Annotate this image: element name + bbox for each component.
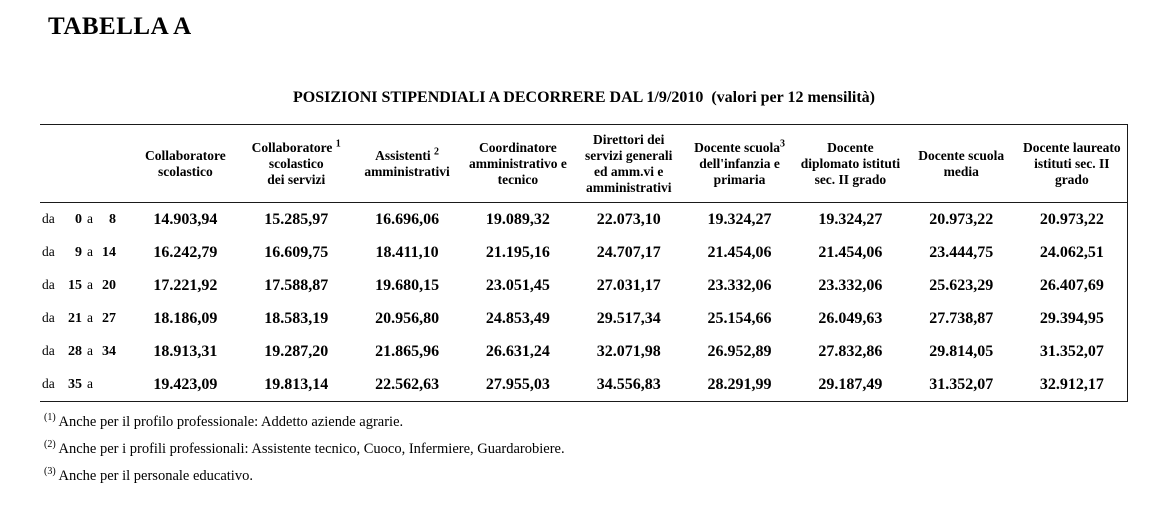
salary-value: 17.588,87 (264, 276, 329, 294)
column-header-text: dell'infanzia e (699, 155, 780, 171)
salary-value: 19.813,14 (264, 375, 329, 393)
salary-value: 22.562,63 (375, 375, 440, 393)
column-header-text: Direttori dei (593, 131, 665, 147)
row-label-word: da (42, 376, 55, 391)
salary-value: 23.444,75 (929, 243, 994, 261)
row-label-word: da (42, 277, 55, 292)
row-label (40, 236, 130, 269)
column-header-text: scolastico (158, 163, 213, 179)
column-header-text: Coordinatore (479, 139, 557, 155)
column-header-text: Docente laureato (1023, 139, 1121, 155)
salary-value: 21.454,06 (707, 243, 772, 261)
row-label-word: da (42, 211, 55, 226)
column-header (795, 125, 906, 203)
salary-value: 31.352,07 (929, 375, 994, 393)
salary-value: 26.952,89 (707, 342, 772, 360)
column-header-text: amministrativo e (468, 155, 567, 171)
column-header-text: Assistenti (375, 147, 431, 163)
salary-value: 18.583,19 (264, 309, 329, 327)
table-row (40, 368, 1128, 402)
salary-value: 26.407,69 (1039, 276, 1104, 294)
row-label (40, 335, 130, 368)
column-header-text: media (943, 163, 979, 179)
table-header (40, 125, 1128, 203)
salary-value: 21.865,96 (375, 342, 440, 360)
column-header-text: amministrativi (585, 179, 672, 195)
row-range-to: 20 (102, 278, 116, 293)
footnote-ref: 1 (335, 138, 341, 149)
row-label-word: da (42, 310, 55, 325)
column-header-text: amministrativi (364, 163, 450, 179)
salary-value: 28.291,99 (707, 375, 772, 393)
salary-value: 34.556,83 (596, 375, 661, 393)
salary-value: 19.089,32 (485, 210, 550, 228)
footnote-ref: 3 (779, 138, 785, 149)
salary-value: 23.332,06 (818, 276, 883, 294)
row-label (40, 203, 130, 237)
row-label (40, 368, 130, 402)
row-label (40, 269, 130, 302)
row-range-to: 14 (102, 245, 116, 260)
row-range-from: 35 (68, 377, 82, 392)
column-header-text: diplomato istituti (800, 155, 901, 171)
row-range-from: 0 (75, 212, 82, 227)
salary-value: 24.707,17 (596, 243, 661, 261)
column-header-text: Docente scuola (694, 139, 780, 155)
footnotes (40, 409, 1128, 490)
table-caption: POSIZIONI STIPENDIALI A DECORRERE DAL 1/9/2010 (valori per 12 mensilità) (293, 89, 875, 106)
row-label-word: a (87, 376, 93, 391)
column-header-text: servizi generali (585, 147, 673, 163)
column-header-line (1018, 140, 1126, 156)
salary-value: 26.631,24 (485, 342, 550, 360)
footnote (40, 436, 1128, 463)
footnote-ref: 2 (434, 146, 440, 157)
salary-value: 23.051,45 (485, 276, 550, 294)
salary-value: 27.832,86 (818, 342, 883, 360)
column-header (352, 125, 463, 203)
table-body (40, 203, 1128, 402)
column-header (130, 125, 241, 203)
column-header-text: Collaboratore (145, 147, 226, 163)
column-header (684, 125, 795, 203)
row-range-from: 28 (68, 344, 82, 359)
salary-value: 25.154,66 (707, 309, 772, 327)
salary-value: 32.071,98 (596, 342, 661, 360)
row-range-to: 34 (102, 344, 116, 359)
column-header-text: scolastico (268, 155, 324, 171)
salary-value: 29.814,05 (929, 342, 994, 360)
salary-value: 25.623,29 (929, 276, 994, 294)
salary-value: 27.738,87 (929, 309, 994, 327)
column-header-text: Docente scuola (918, 147, 1005, 163)
salary-value: 19.680,15 (375, 276, 440, 294)
salary-value: 15.285,97 (264, 210, 329, 228)
row-label (40, 302, 130, 335)
row-range-to: 27 (102, 311, 116, 326)
salary-value: 16.609,75 (264, 243, 329, 261)
row-label-word: a (87, 211, 93, 226)
salary-value: 19.287,20 (264, 342, 329, 360)
salary-value: 27.031,17 (596, 276, 661, 294)
footnote-text: Anche per il profilo professionale: Addetto aziende agrarie. (58, 414, 404, 430)
column-header-line (242, 140, 351, 156)
footnote (40, 409, 1128, 436)
row-range-to: 8 (109, 212, 116, 227)
salary-value: 27.955,03 (485, 375, 550, 393)
salary-value: 24.853,49 (485, 309, 550, 327)
salary-value: 26.049,63 (818, 309, 883, 327)
column-header-line (131, 148, 240, 164)
row-label-word: a (87, 343, 93, 358)
footnote-marker: (3) (44, 466, 56, 478)
row-label-word: da (42, 244, 55, 259)
page-title: TABELLA A (48, 13, 192, 40)
row-label-header (40, 125, 130, 203)
salary-positions-table (40, 124, 1128, 402)
salary-value: 21.454,06 (818, 243, 883, 261)
column-header-line (796, 140, 905, 156)
footnote-marker: (2) (44, 439, 56, 451)
table-row (40, 236, 1128, 269)
footnote-text: Anche per i profili professionali: Assistente tecnico, Cuoco, Infermiere, Guardarobiere. (58, 441, 565, 457)
salary-value: 18.913,31 (153, 342, 218, 360)
footnote (40, 463, 1128, 490)
column-header-text: tecnico (497, 171, 539, 187)
table-row (40, 203, 1128, 237)
column-header (1017, 125, 1128, 203)
column-header (462, 125, 573, 203)
column-header-text: Docente (827, 139, 874, 155)
column-header-text: istituti sec. II (1034, 155, 1110, 171)
salary-value: 14.903,94 (153, 210, 218, 228)
column-header-text: primaria (713, 171, 766, 187)
salary-value: 32.912,17 (1039, 375, 1104, 393)
salary-value: 18.411,10 (375, 243, 439, 261)
salary-value: 19.423,09 (153, 375, 218, 393)
salary-value: 20.973,22 (929, 210, 994, 228)
header-row (40, 125, 1128, 203)
column-header-line (907, 148, 1016, 164)
footnote-marker: (1) (44, 412, 56, 424)
row-label-word: a (87, 244, 93, 259)
column-header (906, 125, 1017, 203)
column-header (573, 125, 684, 203)
column-header-text: Collaboratore (251, 139, 333, 155)
salary-value: 31.352,07 (1039, 342, 1104, 360)
row-range-from: 9 (75, 245, 82, 260)
footnote-text: Anche per il personale educativo. (58, 468, 253, 484)
row-label-word: a (87, 310, 93, 325)
salary-value: 24.062,51 (1039, 243, 1104, 261)
salary-value: 20.973,22 (1039, 210, 1104, 228)
salary-value: 29.187,49 (818, 375, 883, 393)
salary-value: 21.195,16 (485, 243, 550, 261)
salary-value: 18.186,09 (153, 309, 218, 327)
column-header (241, 125, 352, 203)
row-range-from: 15 (68, 278, 82, 293)
salary-value: 17.221,92 (153, 276, 218, 294)
salary-value: 16.696,06 (375, 210, 440, 228)
row-label-word: a (87, 277, 93, 292)
column-header-text: grado (1054, 171, 1089, 187)
salary-value: 29.517,34 (596, 309, 661, 327)
column-header-text: dei servizi (267, 171, 326, 187)
column-header-text: sec. II grado (814, 171, 887, 187)
row-range-from: 21 (68, 311, 82, 326)
column-header-line (574, 132, 683, 148)
salary-value: 19.324,27 (818, 210, 883, 228)
salary-value: 29.394,95 (1039, 309, 1104, 327)
column-header-text: ed amm.vi e (594, 163, 664, 179)
salary-value: 22.073,10 (596, 210, 661, 228)
column-header-line (353, 148, 462, 164)
salary-value: 20.956,80 (375, 309, 440, 327)
salary-table-section (40, 88, 1128, 490)
table-row (40, 269, 1128, 302)
column-header-line (463, 140, 572, 156)
table-row (40, 302, 1128, 335)
salary-value: 16.242,79 (153, 243, 218, 261)
salary-value: 23.332,06 (707, 276, 772, 294)
row-label-word: da (42, 343, 55, 358)
salary-value: 19.324,27 (707, 210, 772, 228)
column-header-line (685, 140, 794, 156)
table-row (40, 335, 1128, 368)
